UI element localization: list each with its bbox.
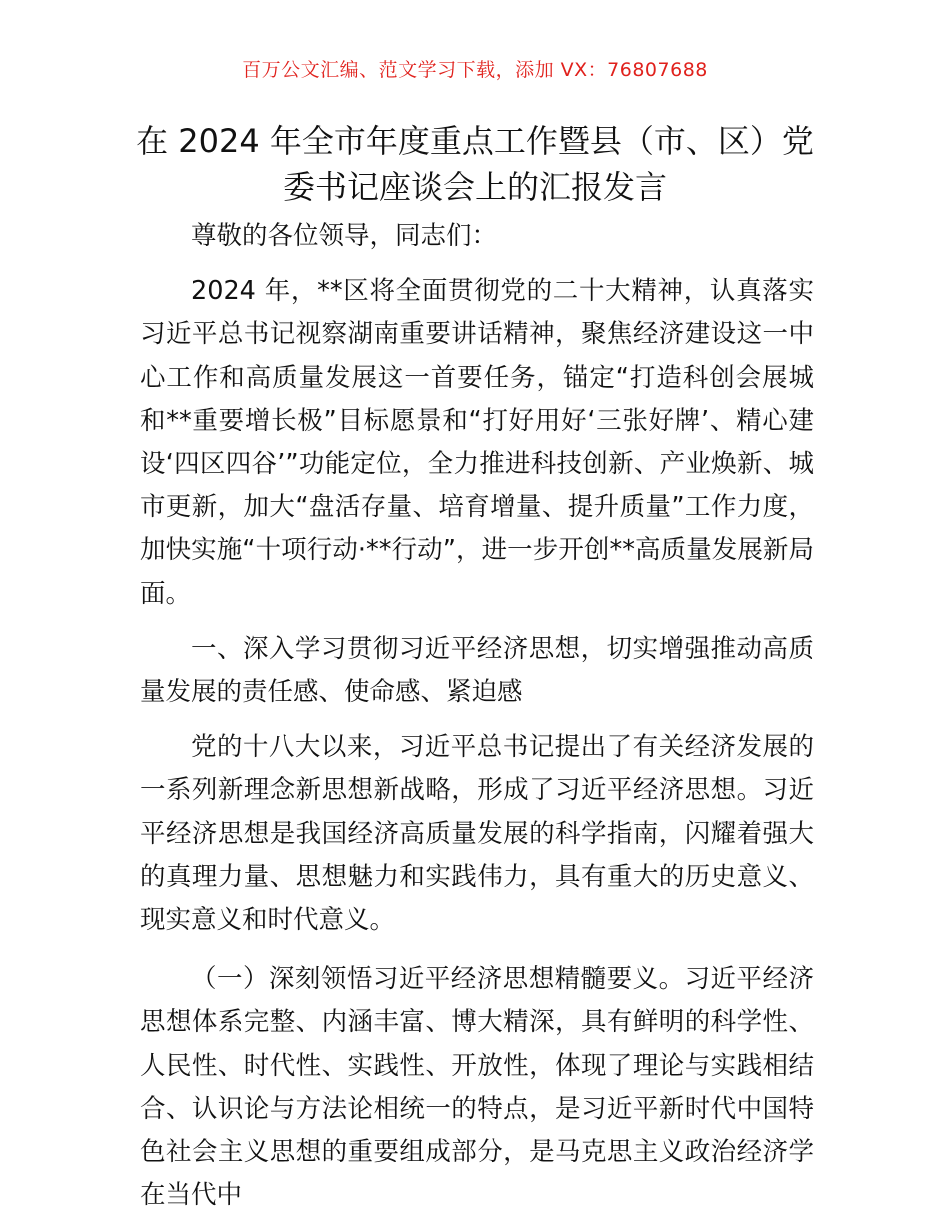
body-paragraph: （一）深刻领悟习近平经济思想精髓要义。习近平经济思想体系完整、内涵丰富、博大精深，具有鲜明的科学性、人民性、时代性、实践性、开放性，体现了理论与实践相结合、认识论与方法论相统一的特点，是习近平新时代中国特色社会主义思想的重要组成部分，是马克思主义政治经济学在当代中	[140, 964, 814, 1211]
body-paragraph: 2024 年，**区将全面贯彻党的二十大精神，认真落实习近平总书记视察湖南重要讲话精神，聚焦经济建设这一中心工作和高质量发展这一首要任务，锚定“打造科创会展城和**重要增长极”目标愿景和“打好用好‘三张好牌’、精心建设‘四区四谷’”功能定位，全力推进科技创新、产业焕新、城市更新，加大“盘活存量、培育增量、提升质量”工作力度，加快实施“十项行动·**行动”，进一步开创**高质量发展新局面。	[140, 276, 814, 609]
header-banner: 百万公文汇编、范文学习下载，添加 VX：76807688	[242, 59, 708, 81]
salutation: 尊敬的各位领导，同志们：	[191, 221, 498, 251]
document-title: 在 2024 年全市年度重点工作暨县（市、区）党委书记座谈会上的汇报发言	[136, 122, 814, 206]
body-paragraph: 党的十八大以来，习近平总书记提出了有关经济发展的一系列新理念新思想新战略，形成了习近平经济思想。习近平经济思想是我国经济高质量发展的科学指南，闪耀着强大的真理力量、思想魅力和实践伟力，具有重大的历史意义、现实意义和时代意义。	[140, 732, 814, 936]
document-body	[140, 215, 814, 1217]
section-heading: 一、深入学习贯彻习近平经济思想，切实增强推动高质量发展的责任感、使命感、紧迫感	[140, 633, 814, 708]
